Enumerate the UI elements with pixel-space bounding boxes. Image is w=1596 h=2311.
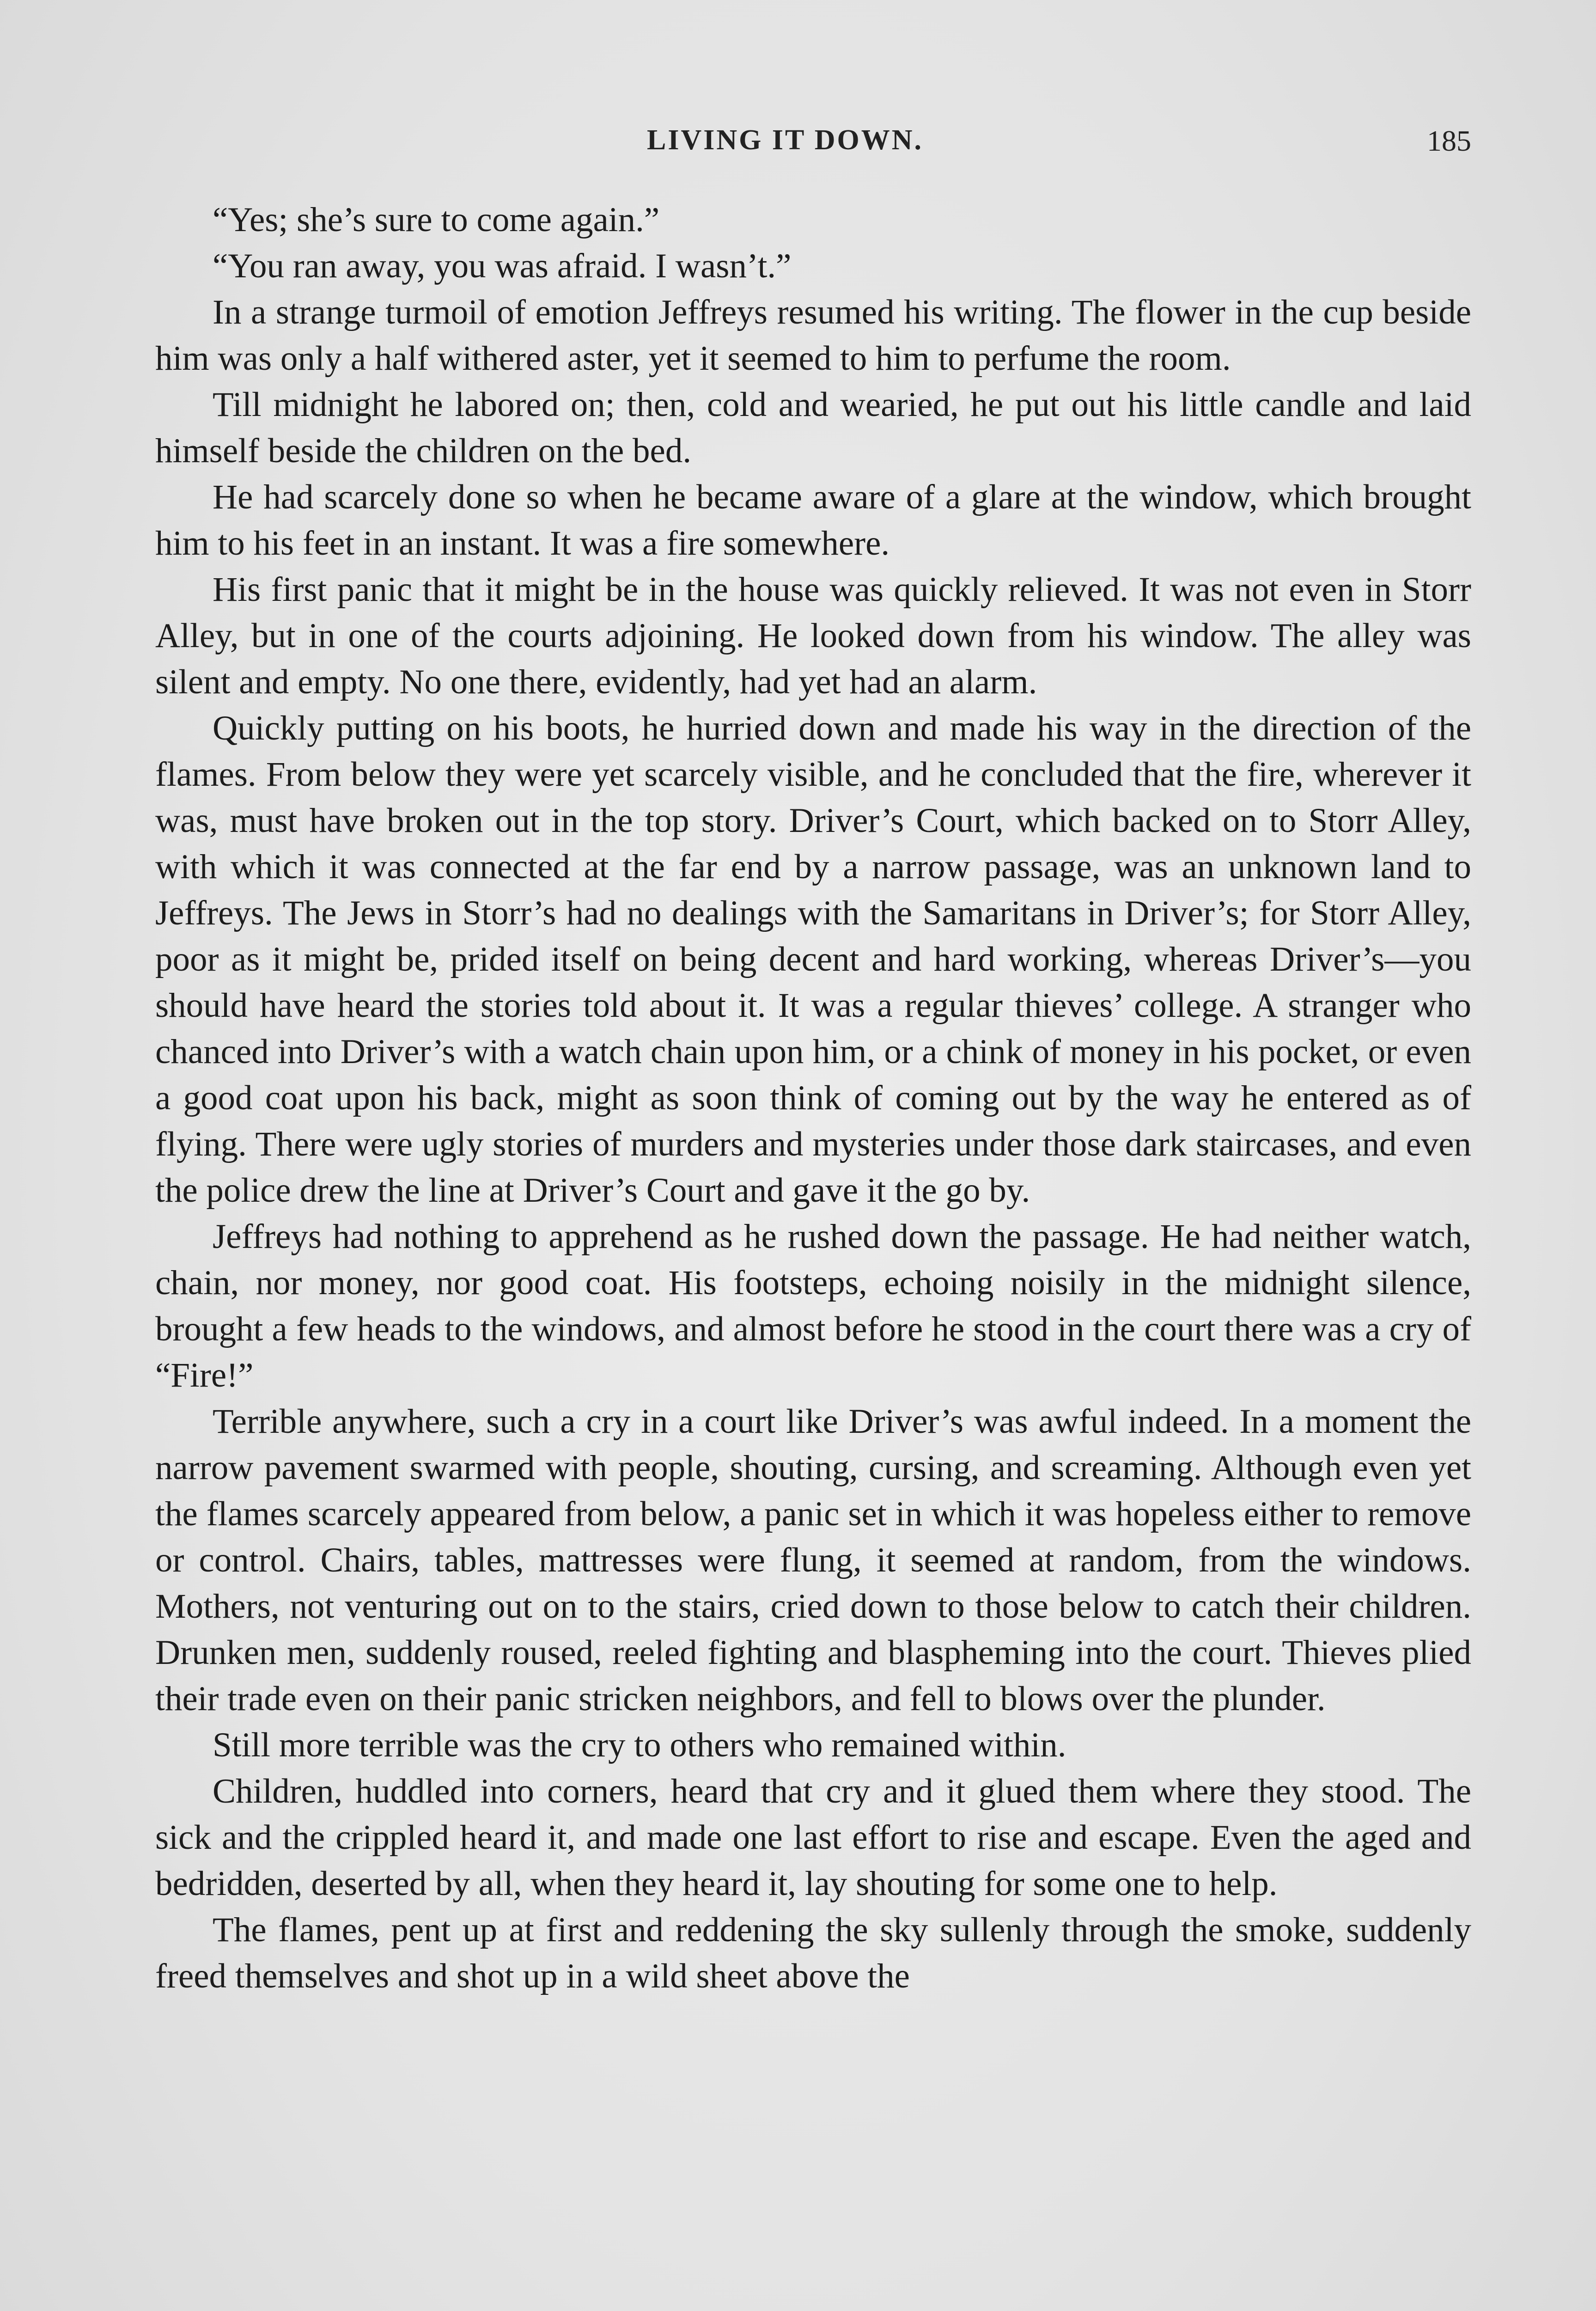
paragraph: He had scarcely done so when he became aware of a glare at the window, which brought him to his feet in an instant. It was a fire somewhere. (155, 478, 1471, 562)
body-text (155, 197, 1471, 1999)
paragraph: Jeffreys had nothing to apprehend as he rushed down the passage. He had neither watch, chain, nor money, nor good coat. His footsteps, echoing noisily in the midnight silence, brought a few heads to the windows, and almost before he stood in the court there was a cry of “Fire!” (155, 1217, 1471, 1394)
page-number: 185 (1427, 124, 1471, 157)
paragraph: Still more terrible was the cry to others who remained within. (213, 1726, 1066, 1764)
running-title: LIVING IT DOWN. (647, 124, 924, 156)
paragraph: “Yes; she’s sure to come again.” (213, 201, 660, 239)
paragraph: “You ran away, you was afraid. I wasn’t.” (213, 247, 792, 285)
paragraph: Terrible anywhere, such a cry in a court like Driver’s was awful indeed. In a moment the narrow pavement swarmed with people, shouting, cursing, and screaming. Although even yet the flames scarcely appeared from below, a panic set in which it was hopeless either to remove or control. Chairs, tables, mattresses were flung, it seemed at random, from the windows. Mothers, not venturing out on to the stairs, cried down to those below to catch their children. Drunken men, suddenly roused, reeled fighting and blaspheming into the court. Thieves plied their trade even on their panic stricken neighbors, and fell to blows over the plunder. (155, 1402, 1471, 1718)
paragraph: The flames, pent up at first and reddening the sky sullenly through the smoke, suddenly freed themselves and shot up in a wild sheet above the (155, 1911, 1471, 1995)
paragraph: Quickly putting on his boots, he hurried down and made his way in the direction of the flames. From below they were yet scarcely visible, and he concluded that the fire, wherever it was, must have broken out in the top story. Driver’s Court, which backed on to Storr Alley, with which it was connected at the far end by a narrow passage, was an unknown land to Jeffreys. The Jews in Storr’s had no dealings with the Samaritans in Driver’s; for Storr Alley, poor as it might be, prided itself on being decent and hard working, whereas Driver’s—you should have heard the stories told about it. It was a regular thieves’ college. A stranger who chanced into Driver’s with a watch chain upon him, or a chink of money in his pocket, or even a good coat upon his back, might as soon think of coming out by the way he entered as of flying. There were ugly stories of murders and mysteries under those dark staircases, and even the police drew the line at Driver’s Court and gave it the go by. (155, 709, 1471, 1210)
paragraph: Till midnight he labored on; then, cold and wearied, he put out his little candle and laid himself beside the children on the bed. (155, 385, 1471, 470)
paragraph: Children, huddled into corners, heard that cry and it glued them where they stood. The sick and the crippled heard it, and made one last effort to rise and escape. Even the aged and bedridden, deserted by all, when they heard it, lay shouting for some one to help. (155, 1772, 1471, 1903)
paragraph: His first panic that it might be in the house was quickly relieved. It was not even in Storr Alley, but in one of the courts adjoining. He looked down from his window. The alley was silent and empty. No one there, evidently, had yet had an alarm. (155, 570, 1471, 701)
paragraph: In a strange turmoil of emotion Jeffreys resumed his writing. The flower in the cup beside him was only a half withered aster, yet it seemed to him to perfume the room. (155, 293, 1471, 378)
